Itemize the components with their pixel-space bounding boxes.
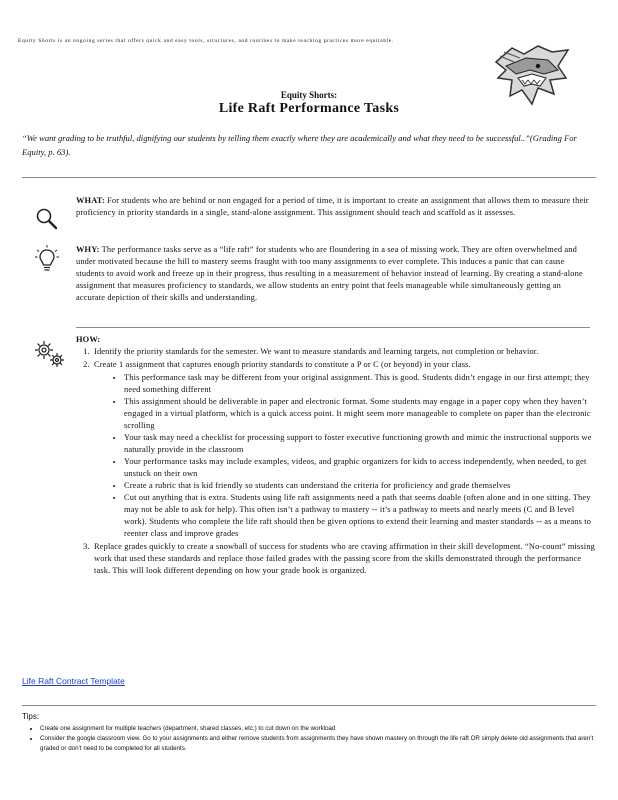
lightbulb-icon bbox=[34, 244, 60, 274]
how-section bbox=[76, 334, 598, 578]
page-title: Life Raft Performance Tasks bbox=[218, 101, 400, 116]
what-section bbox=[76, 195, 590, 219]
how-step-2: 2. Create 1 assignment that captures enough priority standards to constitute a P or C (or beyond) in your class. • This performance task may be different from your original assignment. This is good. Students didn’t engage in our first attempt; they need something different • This assignment should be deliverable in paper and electronic format. Some students may engage in a paper copy when they haven’t engaged in a virtual platform, which is a quick access point. It might seem more manageable to complete on paper than the electronic scrolling • Your task may need a checklist for processing support to foster executive functioning growth and mimic the instructional supports we naturally provide in the classroom • Your performance tasks may include examples, videos, and graphic organizers for kids to access independently, when needed, to get unstuck on their own • Create a rubric that is kid friendly so students can understand the criteria for proficiency and grade themselves • Cut out anything that is extra. Students using life raft assignments need a path that seems doable (often alone and in one sitting. They may not be able to ask for help). This often isn’t a pathway to mastery -- it’s a pathway to meets and nearly meets (C and B level work). Students who complete the life raft should then be given options to extend their learning and master standards -- as a means to reenter class and improve grades bbox=[92, 359, 598, 540]
tip-item: • Consider the google classroom view. Go to your assignments and either remove students from assignments they have shown mastery on through the life raft OR simply delete old assignments that aren’t graded or don’t need to be completed for all students. bbox=[40, 734, 602, 754]
how-lead: HOW: bbox=[76, 335, 101, 344]
what-lead: WHAT: bbox=[76, 196, 105, 205]
series-description: Equity Shorts is an ongoing series that offers quick and easy tools, structures, and routines to make teaching practices more equitable. bbox=[18, 38, 394, 44]
how-step-1: 1. Identify the priority standards for the semester. We want to measure standards and learning targets, not completion or behavior. bbox=[92, 346, 598, 358]
bullet-item: • Your task may need a checklist for processing support to foster executive functioning growth and mimic the instructional supports we naturally provide in the classroom bbox=[124, 432, 598, 456]
bullet-item: • This performance task may be different from your original assignment. This is good. Students didn’t engage in our first attempt; they need something different bbox=[124, 372, 598, 396]
magnifying-glass-icon bbox=[34, 206, 60, 232]
quote-citation: (Grading For Equity, p. 63). bbox=[22, 133, 577, 157]
tips-heading: Tips: bbox=[22, 712, 40, 721]
bullet-item: • This assignment should be deliverable in paper and electronic format. Some students may engage in a paper copy when they haven’t engaged in a virtual platform, which is a quick access point. It might seem more manageable to complete on paper than the electronic scrolling bbox=[124, 396, 598, 432]
divider bbox=[22, 705, 596, 706]
divider bbox=[76, 327, 590, 328]
bullet-item: • Cut out anything that is extra. Students using life raft assignments need a path that seems doable (often alone and in one sitting. They may not be able to ask for help). This often isn’t a pathway to mastery -- it’s a pathway to meets and nearly meets (C and B level work). Students who complete the life raft should then be given options to extend their learning and master standards -- as a means to reenter class and improve grades bbox=[124, 492, 598, 540]
why-section bbox=[76, 244, 590, 304]
why-lead: WHY: bbox=[76, 245, 100, 254]
tip-item: • Create one assignment for multiple teachers (department, shared classes, etc.) to cut down on the workload bbox=[40, 724, 602, 734]
how-steps bbox=[20, 346, 598, 577]
divider bbox=[22, 177, 596, 178]
step-2-bullets bbox=[94, 372, 598, 540]
quote-text: “We want grading to be truthful, dignifying our students by telling them exactly where they are academically and what they need to be successful..” bbox=[22, 133, 530, 143]
why-text: The performance tasks serve as a “life raft” for students who are floundering in a sea of missing work. They are often overwhelmed and under motivated because the hill to mastery seems fraught with too many assignments to ever complete. This induces a panic that can cause students to avoid work and freeze up in their progress, thus resulting in a measurement of behavior instead of learning. By creating a stand-alone assignment that measures proficiency to standards, we allow students an entry point that feels manageable while simultaneously getting an accurate depiction of their skills and understanding. bbox=[76, 245, 583, 302]
tips-section bbox=[22, 712, 602, 754]
bullet-item: • Your performance tasks may include examples, videos, and graphic organizers for kids to access independently, when needed, to get unstuck on their own bbox=[124, 456, 598, 480]
series-kicker: Equity Shorts: bbox=[280, 90, 338, 100]
life-raft-contract-link[interactable]: Life Raft Contract Template bbox=[22, 676, 125, 686]
tips-list bbox=[22, 724, 602, 754]
what-text: For students who are behind or non engaged for a period of time, it is important to create an assignment that allows them to measure their proficiency in priority standards in a single, stand-alone assignment. This assignment should teach and scaffold as it assesses. bbox=[76, 196, 589, 217]
how-step-3: 3. Replace grades quickly to create a snowball of success for students who are craving affirmation in their skill development. “No-count” missing work that used these standards and replace those failed grades with the passing score from the skills demonstrated through the performance task. This will look different depending on how your grade book is organized. bbox=[92, 541, 598, 577]
epigraph-quote bbox=[22, 131, 594, 159]
bullet-item: • Create a rubric that is kid friendly so students can understand the criteria for proficiency and grade themselves bbox=[124, 480, 598, 492]
